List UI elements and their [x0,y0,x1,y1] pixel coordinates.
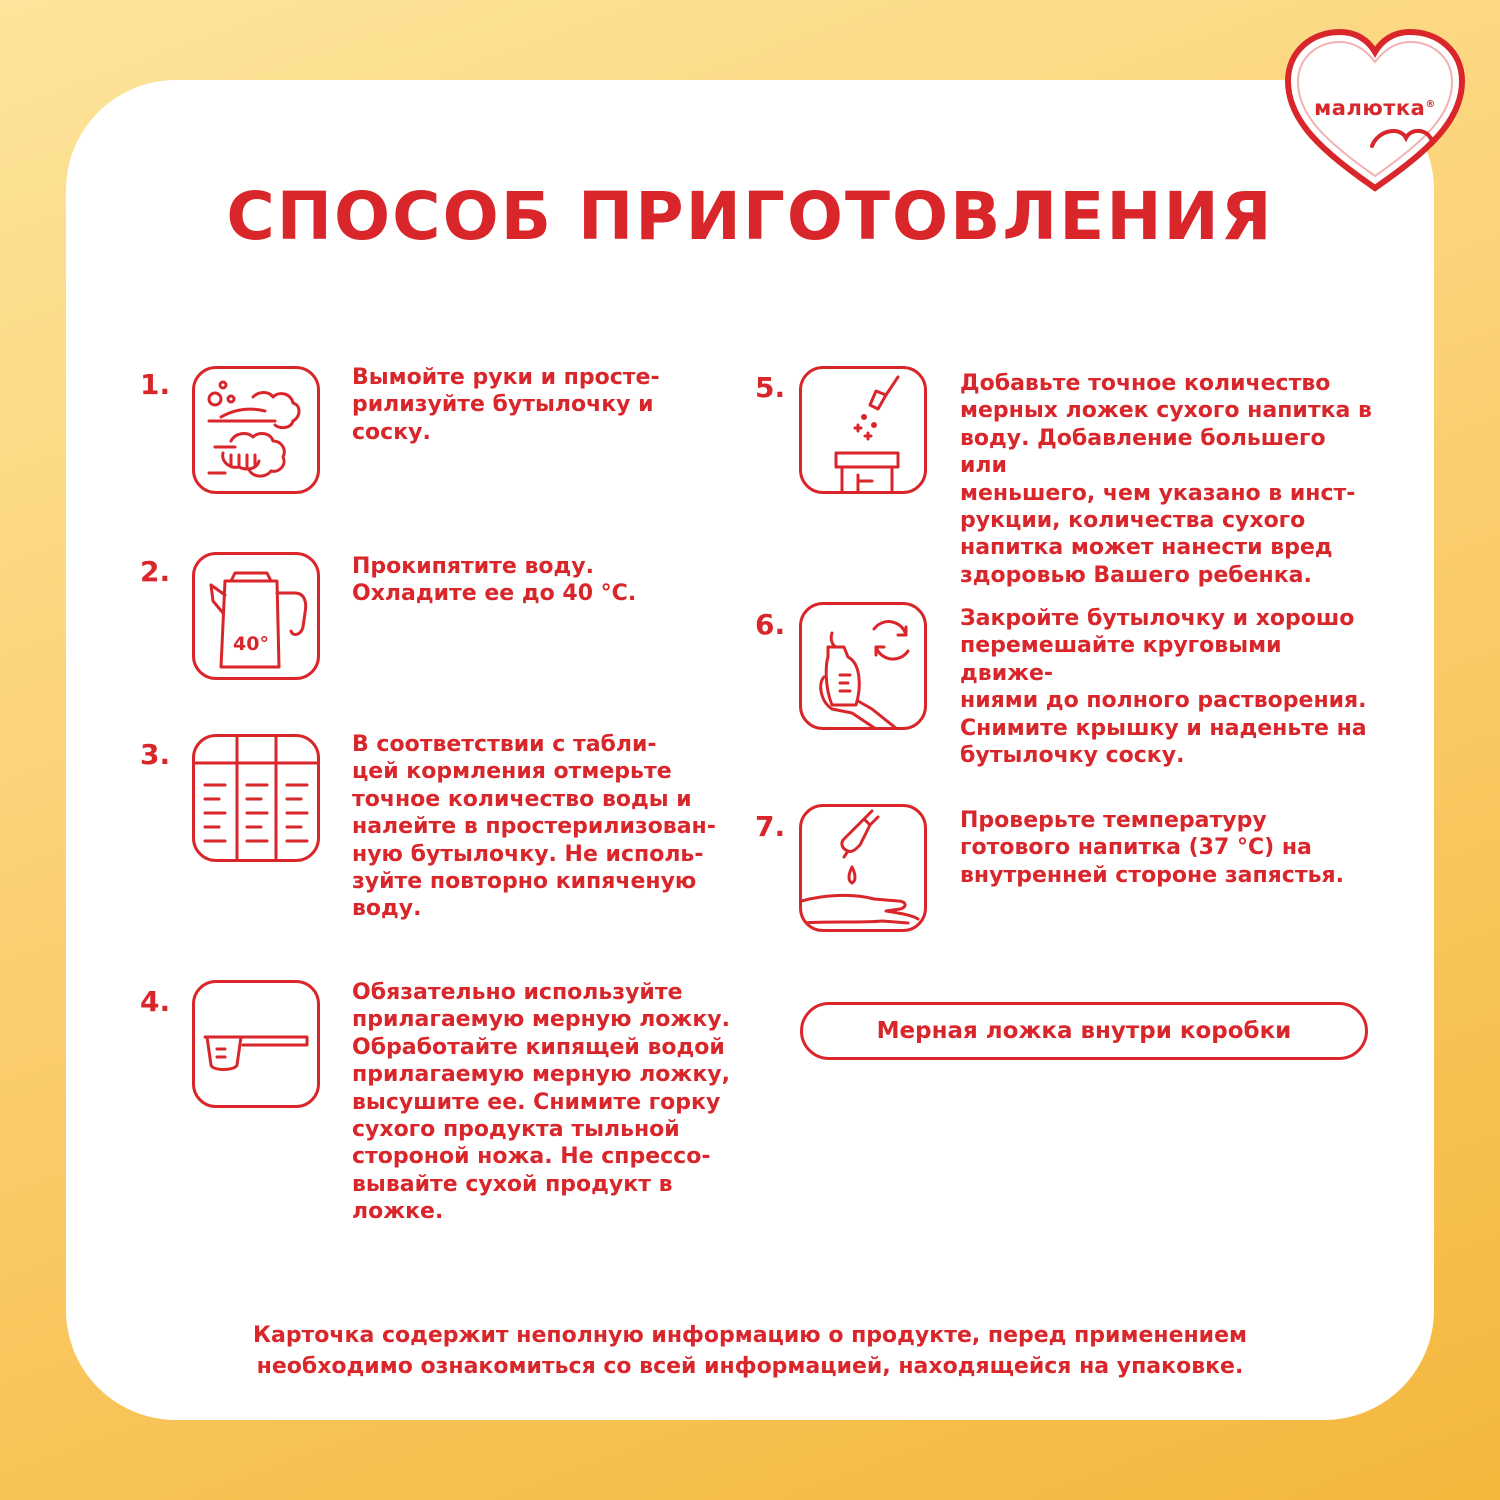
shake-bottle-icon [802,605,924,727]
step-6-icon-box [799,602,927,730]
step-5-number: 5. [755,371,786,404]
kettle-temperature-label: 40° [233,633,269,655]
wrist-test-icon [802,807,924,929]
footer-disclaimer: Карточка содержит неполную информацию о продукте, перед применением необходимо ознакомиться со всей информацией, находящейся на упаковке. [252,1323,1248,1379]
feeding-table-icon [195,737,317,859]
page-title: СПОСОБ ПРИГОТОВЛЕНИЯ [226,178,1274,255]
step-3-icon-box [192,734,320,862]
step-1-number: 1. [140,368,171,401]
step-5-icon-box [799,366,927,494]
step-4-number: 4. [140,985,171,1018]
step-1-icon-box [192,366,320,494]
step-5-text: Добавьте точное количество мерных ложек сухого напитка в воду. Добавление большего или меньшего, чем указано в инст- рукции, количества сухого напитка может нанести вред здоровью Вашего ребенка. [960,371,1372,588]
step-7-text: Проверьте температуру готового напитка (37 °С) на внутренней стороне запястья. [960,808,1344,888]
step-7-icon-box [799,804,927,932]
step-4-icon-box [192,980,320,1108]
step-7-number: 7. [755,810,786,843]
step-3-text: В соответствии с табли- цей кормления отмерьте точное количество воды и налейте в простерилизован- ную бутылочку. Не исполь- зуйте повторно кипяченую воду. [352,732,716,922]
brand-name: малютка® [1314,96,1436,120]
step-2-text: Прокипятите воду. Охладите ее до 40 °С. [352,554,637,607]
step-3-number: 3. [140,738,171,771]
step-2-number: 2. [140,555,171,588]
step-6-text: Закройте бутылочку и хорошо перемешайте круговыми движе- ниями до полного растворения. Снимите крышку и наденьте на бутылочку соску. [960,606,1367,769]
add-powder-icon [802,369,924,491]
step-6-number: 6. [755,608,786,641]
kettle-icon [195,555,317,677]
step-4-text: Обязательно используйте прилагаемую мерную ложку. Обработайте кипящей водой прилагаемую мерную ложку, высушите ее. Снимите горку сухого продукта тыльной стороной ножа. Не спрессо- вывайте сухой продукт в ложке. [352,980,730,1225]
brand-logo [1282,26,1468,196]
step-1-text: Вымойте руки и просте- рилизуйте бутылочку и соску. [352,365,660,445]
measuring-spoon-icon [195,983,317,1105]
step-2-icon-box [192,552,320,680]
measuring-spoon-note: Мерная ложка внутри коробки [800,1002,1368,1060]
hand-washing-icon [195,369,317,491]
